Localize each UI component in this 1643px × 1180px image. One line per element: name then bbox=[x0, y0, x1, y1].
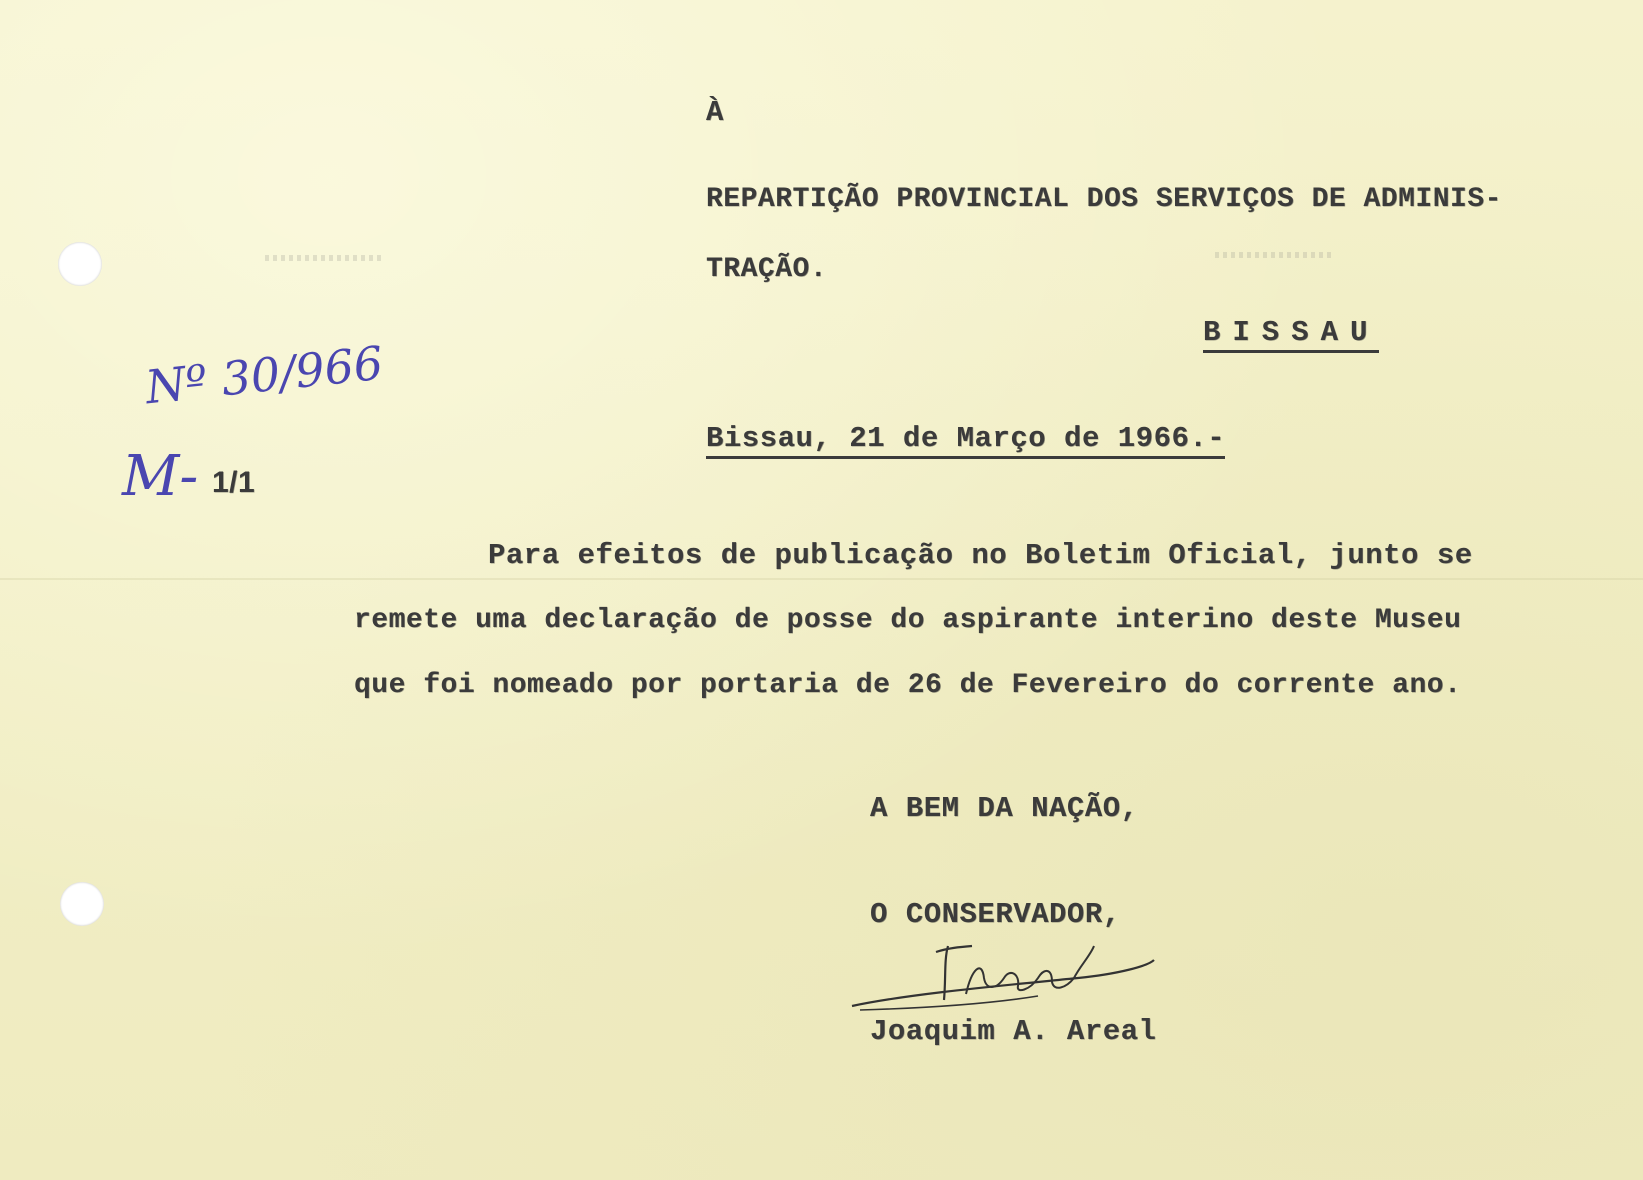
signer-title: O CONSERVADOR, bbox=[870, 898, 1121, 931]
punch-hole-top bbox=[58, 242, 102, 286]
body-line-2: remete uma declaração de posse do aspirante interino deste Museu bbox=[354, 605, 1462, 636]
handwritten-reference-number: Nº 30/966 bbox=[142, 335, 386, 415]
faded-mark-left bbox=[265, 255, 385, 261]
paper-fold-line bbox=[0, 578, 1643, 580]
recipient-line-2: TRAÇÃO. bbox=[706, 254, 828, 285]
signature-scribble bbox=[848, 938, 1168, 1018]
closing-phrase: A BEM DA NAÇÃO, bbox=[870, 792, 1139, 825]
faded-mark-right bbox=[1215, 252, 1335, 258]
city-heading: BISSAU bbox=[1203, 316, 1379, 353]
body-line-1: Para efeitos de publicação no Boletim Oficial, junto se bbox=[488, 539, 1473, 572]
handwritten-file-mark: M- bbox=[122, 444, 199, 509]
signer-name: Joaquim A. Areal bbox=[870, 1015, 1157, 1048]
file-mark-number: 1/1 bbox=[212, 466, 256, 499]
punch-hole-bottom bbox=[60, 882, 104, 926]
date-line: Bissau, 21 de Março de 1966.- bbox=[706, 422, 1225, 459]
recipient-line-1: REPARTIÇÃO PROVINCIAL DOS SERVIÇOS DE ADMINIS- bbox=[706, 184, 1502, 215]
body-line-3: que foi nomeado por portaria de 26 de Fevereiro do corrente ano. bbox=[354, 670, 1462, 701]
salutation: À bbox=[706, 96, 724, 129]
